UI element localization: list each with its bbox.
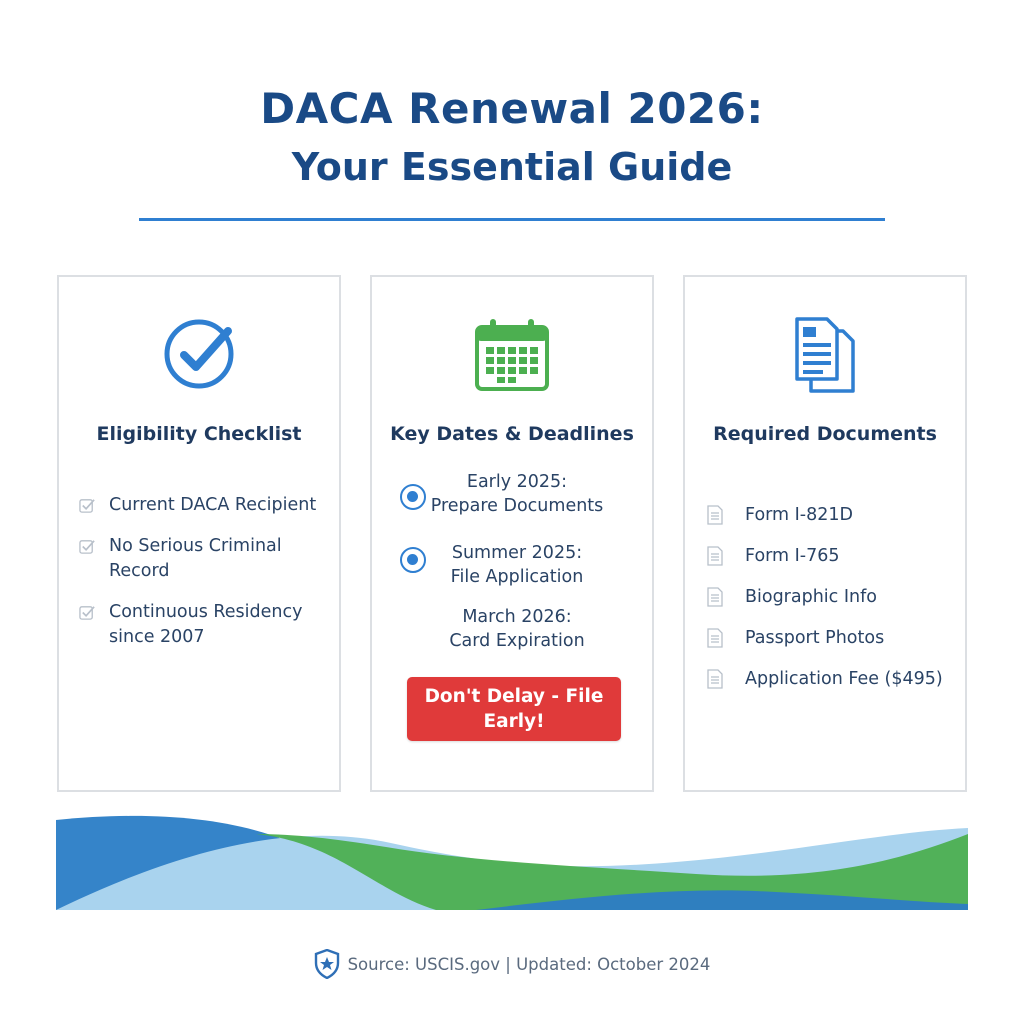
required-documents-heading: Required Documents — [713, 423, 937, 445]
key-dates-card — [370, 275, 654, 792]
timeline-item-date: March 2026: — [462, 607, 572, 627]
checkbox-icon — [79, 497, 96, 514]
document-icon — [707, 587, 723, 607]
key-dates-heading: Key Dates & Deadlines — [390, 423, 634, 445]
required-documents-card — [683, 275, 967, 792]
checkbox-icon — [79, 538, 96, 555]
document-label: Passport Photos — [745, 628, 885, 648]
page-title: DACA Renewal 2026: — [260, 84, 764, 133]
document-label: Application Fee ($495) — [745, 669, 943, 689]
checkbox-icon — [79, 604, 96, 621]
footer — [0, 946, 1024, 982]
decorative-waves — [56, 812, 968, 914]
timeline-item-label: Prepare Documents — [430, 496, 604, 516]
shield-star-icon — [314, 949, 340, 979]
document-icon — [707, 669, 723, 689]
document-icon — [707, 505, 723, 525]
source-citation: Source: USCIS.gov | Updated: October 2024 — [347, 954, 711, 974]
eligibility-card — [57, 275, 341, 792]
timeline-item-date: Summer 2025: — [451, 543, 583, 563]
page-subtitle: Your Essential Guide — [291, 145, 733, 189]
document-label: Form I-821D — [745, 505, 853, 525]
checklist-item-label: No Serious Criminal Record — [109, 536, 282, 581]
document-label: Form I-765 — [745, 546, 840, 566]
timeline-item-label: Card Expiration — [449, 631, 585, 651]
file-early-button[interactable]: Don't Delay - File Early! — [407, 677, 621, 741]
title-divider — [139, 218, 885, 221]
calendar-icon — [372, 317, 652, 393]
documents-icon — [685, 317, 965, 393]
checklist-item-label: Current DACA Recipient — [109, 495, 317, 515]
timeline-item-date: Early 2025: — [466, 472, 568, 492]
document-icon — [707, 546, 723, 566]
document-icon — [707, 628, 723, 648]
document-label: Biographic Info — [745, 587, 877, 607]
timeline-item-label: File Application — [450, 567, 584, 587]
checkmark-circle-icon — [59, 317, 339, 391]
eligibility-heading: Eligibility Checklist — [96, 423, 302, 445]
checklist-item-label: Continuous Residency since 2007 — [109, 602, 303, 647]
